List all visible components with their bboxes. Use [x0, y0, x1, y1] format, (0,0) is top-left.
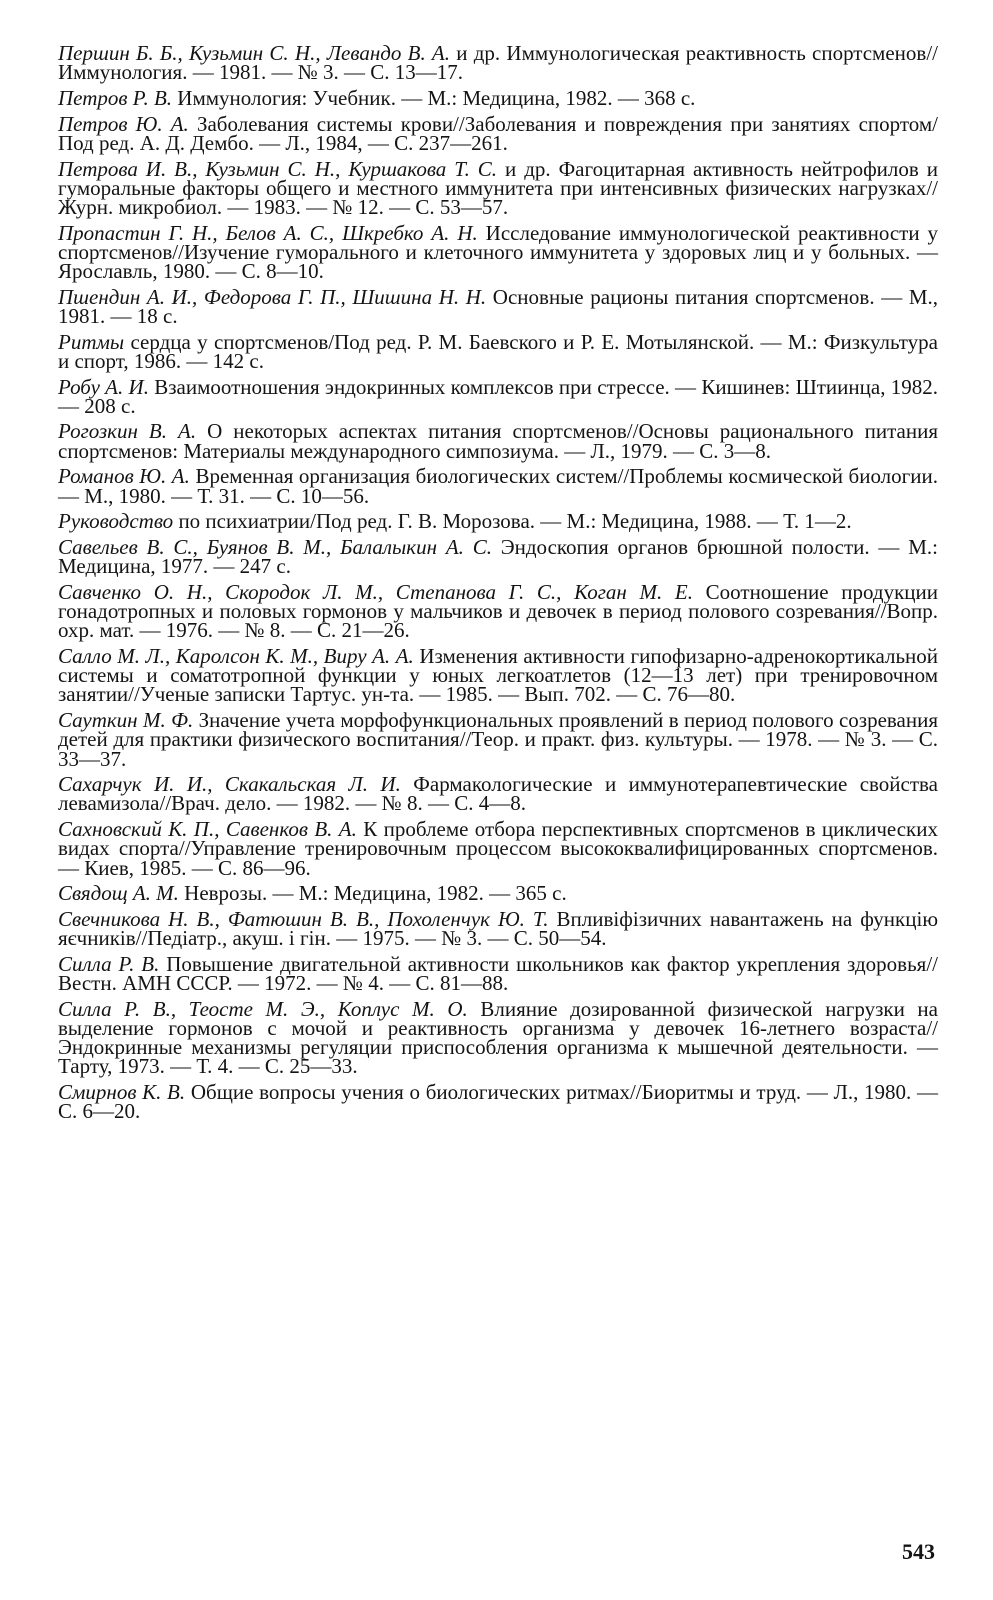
entry-authors: Петров Ю. А. — [58, 111, 189, 136]
entry-text: Изменения активности гипофизарно-адренокортикальной системы и соматотропной функции у юных легкоатлетов (12—13 лет) при тренировочном занятии//Ученые записки Тартус. ун-та. — 1985. — Вып. 702. — С. 76—80. — [58, 643, 939, 707]
bibliography-entry — [58, 996, 938, 1079]
entry-text: Неврозы. — М.: Медицина, 1982. — 365 с. — [178, 881, 567, 906]
bibliography-entry — [58, 284, 939, 328]
page-number: 543 — [902, 1539, 935, 1564]
entry-authors: Свечникова Н. В., Фатюшин В. В., Похоленчук Ю. Т. — [58, 906, 549, 931]
bibliography-entry — [58, 1080, 938, 1124]
bibliography-entry — [58, 156, 939, 219]
entry-text: Исследование иммунологической реактивности у спортсменов//Изучение гуморального и клеточного иммунитета у здоровых лиц и у больных. — Ярославль, 1980. — С. 8—10. — [58, 220, 939, 284]
bibliography-entry — [58, 41, 938, 85]
bibliography-entry — [58, 579, 938, 643]
entry-text: сердца у спортсменов/Под ред. Р. М. Баевского и Р. Е. Мотылянской. — М.: Физкультура и спорт, 1986. — 142 с. — [58, 329, 938, 373]
bibliography-entry — [58, 509, 938, 534]
bibliography-entry — [58, 951, 938, 996]
entry-authors: Салло М. Л., Каролсон К. М., Виру А. А. — [58, 643, 414, 668]
bibliography-entry — [58, 643, 939, 707]
entry-text: Значение учета морфофункциональных проявлений в период полового созревания детей для практики физического воспитания//Теор. и практ. физ. культуры. — 1978. — № 3. — С. 33—37. — [58, 708, 938, 771]
entry-authors: Свядощ А. М. — [58, 881, 179, 906]
entry-text: Повышение двигательной активности школьников как фактор укрепления здоровья//Вестн. АМН СССР. — 1972. — № 4. — С. 81—88. — [58, 951, 938, 996]
entry-text: Взаимоотношения эндокринных комплексов при стрессе. — Кишинев: Штиинца, 1982. — 208 с. — [58, 374, 938, 418]
entry-authors: Руководство — [58, 509, 174, 534]
entry-authors: Ритмы — [58, 329, 125, 354]
entry-authors: Рогозкин В. А. — [58, 419, 197, 444]
entry-authors: Першин Б. Б., Кузьмин С. Н., Левандо В. А. — [58, 41, 451, 65]
bibliography-entry — [58, 329, 938, 373]
bibliography-entry — [58, 111, 938, 155]
entry-authors: Сахновский К. П., Савенков В. А. — [58, 817, 357, 842]
entry-text: Соотношение продукции гонадотропных и половых гормонов у мальчиков и девочек в период полового созревания//Вопр. охр. мат. — 1976. — № 8. — С. 21—26. — [58, 579, 938, 643]
entry-authors: Сахарчук И. И., Скакальская Л. И. — [58, 772, 401, 797]
bibliography-entry — [58, 817, 938, 880]
entry-text: Эндоскопия органов брюшной полости. — М.: Медицина, 1977. — 247 с. — [58, 534, 938, 579]
bibliography-entry — [58, 772, 938, 816]
bibliography-entry — [58, 85, 938, 110]
entry-text: Впливіфізичних навантажень на функцію яєчників//Педіатр., акуш. і гін. — 1975. — № 3. — С. 50—54. — [58, 906, 939, 951]
bibliography-entry — [58, 374, 938, 418]
bibliography-entry — [58, 906, 939, 951]
entry-authors: Робу А. И. — [58, 374, 149, 399]
bibliography-entry — [58, 419, 938, 463]
entry-text: и др. Фагоцитарная активность нейтрофилов и гуморальные факторы общего и местного иммунитета при интенсивных физических нагрузках//Журн. микробиол. — 1983. — № 12. — С. 53—57. — [58, 156, 939, 219]
entry-authors: Силла Р. В., Теосте М. Э., Коплус М. О. — [58, 996, 468, 1021]
entry-text: О некоторых аспектах питания спортсменов//Основы рационального питания спортсменов: Материалы международного симпозиума. — Л., 1979. — С. 3—8. — [58, 419, 938, 463]
entry-text: Общие вопросы учения о биологических ритмах//Биоритмы и труд. — Л., 1980. — С. 6—20. — [58, 1080, 938, 1124]
entry-text: Заболевания системы крови//Заболевания и повреждения при занятиях спортом/Под ред. А. Д. Дембо. — Л., 1984, — С. 237—261. — [58, 111, 938, 155]
bibliography-entry — [58, 534, 938, 579]
entry-text: Влияние дозированной физической нагрузки на выделение гормонов с мочой и реактивность организма у девочек 16-летнего возраста//Эндокринные механизмы регуляции приспособления организма к мышечной деятельности. — Тарту, 1973. — Т. 4. — С. 25—33. — [58, 996, 938, 1079]
bibliography-entry — [58, 464, 938, 508]
entry-authors: Сауткин М. Ф. — [58, 708, 194, 733]
entry-text: Фармакологические и иммунотерапевтические свойства левамизола//Врач. дело. — 1982. — № 8. — С. 4—8. — [58, 772, 938, 816]
entry-text: Основные рационы питания спортсменов. — М., 1981. — 18 с. — [58, 284, 939, 328]
bibliography-entry — [58, 708, 938, 771]
entry-authors: Савельев В. С., Буянов В. М., Балалыкин А. С. — [58, 534, 492, 559]
entry-authors: Романов Ю. А. — [58, 464, 190, 489]
entry-text: Иммунология: Учебник. — М.: Медицина, 1982. — 368 с. — [172, 85, 696, 110]
bibliography-list — [58, 41, 939, 1128]
entry-authors: Смирнов К. В. — [58, 1080, 186, 1105]
entry-authors: Петров Р. В. — [58, 85, 173, 110]
entry-authors: Савченко О. Н., Скородок Л. М., Степанова Г. С., Коган М. Е. — [58, 579, 693, 604]
entry-authors: Силла Р. В. — [58, 951, 160, 976]
entry-text: и др. Иммунологическая реактивность спортсменов//Иммунология. — 1981. — № 3. — С. 13—17. — [58, 41, 938, 85]
entry-text: по психиатрии/Под ред. Г. В. Морозова. — М.: Медицина, 1988. — Т. 1—2. — [173, 509, 852, 534]
entry-authors: Пропастин Г. Н., Белов А. С., Шкребко А. Н. — [58, 220, 478, 245]
bibliography-entry — [58, 220, 939, 284]
entry-authors: Петрова И. В., Кузьмин С. Н., Куршакова Т. С. — [58, 156, 498, 181]
entry-text: К проблеме отбора перспективных спортсменов в циклических видах спорта//Управление тренировочным процессом высококвалифицированных спортсменов. — Киев, 1985. — С. 86—96. — [58, 817, 938, 880]
entry-text: Временная организация биологических систем//Проблемы космической биологии. — М., 1980. — Т. 31. — С. 10—56. — [58, 464, 938, 508]
entry-authors: Пшендин А. И., Федорова Г. П., Шишина Н. Н. — [58, 284, 487, 309]
bibliography-entry — [58, 881, 938, 906]
